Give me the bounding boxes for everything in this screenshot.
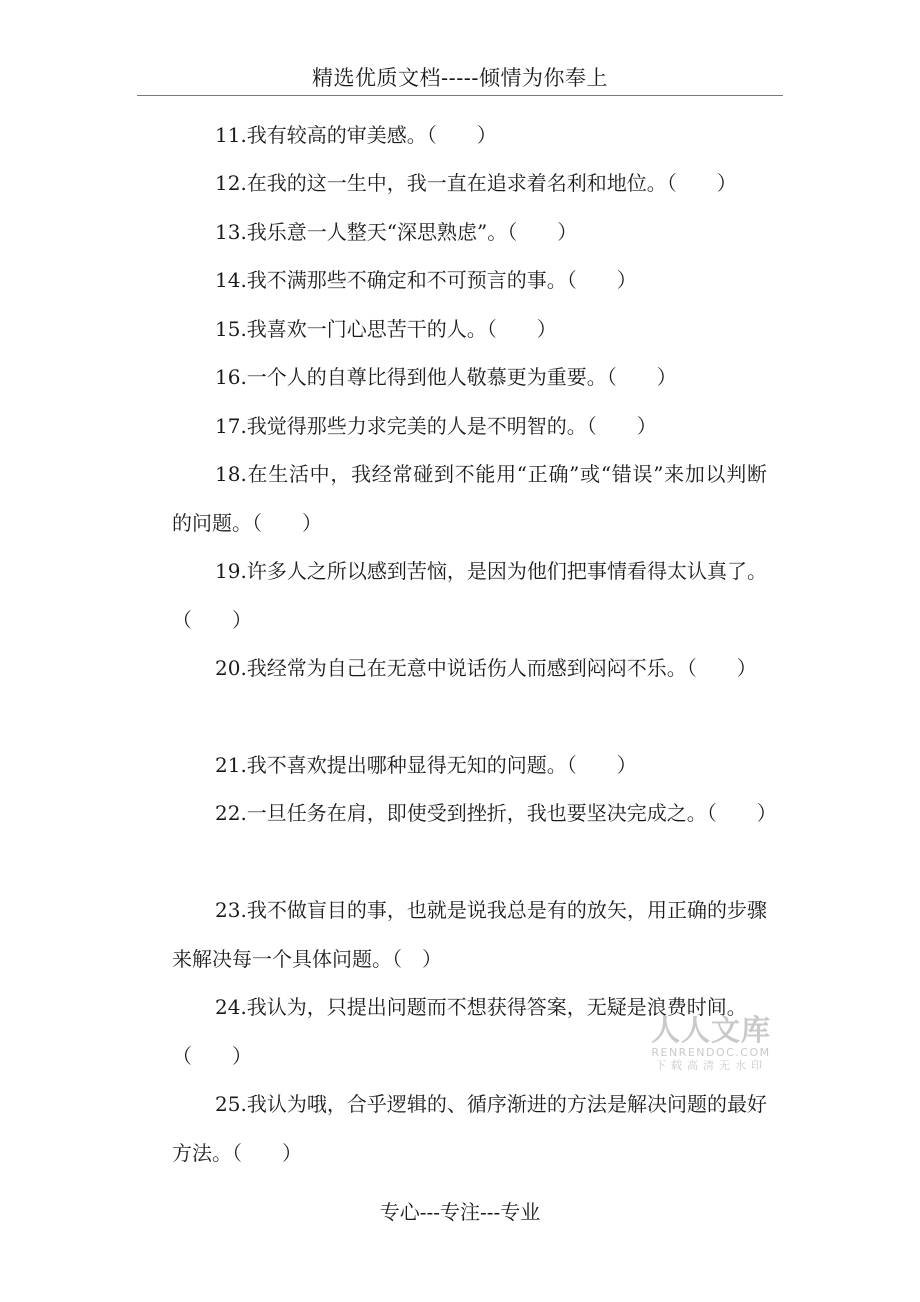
question-21: 21.我不喜欢提出哪种显得无知的问题。（ ） bbox=[215, 753, 637, 777]
watermark-brand: 人人文库 bbox=[650, 1013, 771, 1047]
question-16: 16.一个人的自尊比得到他人敬慕更为重要。（ ） bbox=[215, 365, 677, 389]
page-footer: 专心---专注---专业 bbox=[379, 1200, 541, 1224]
question-14: 14.我不满那些不确定和不可预言的事。（ ） bbox=[215, 268, 637, 292]
question-15: 15.我喜欢一门心思苦干的人。（ ） bbox=[215, 317, 557, 341]
page-header: 精选优质文档-----倾情为你奉上 bbox=[312, 66, 608, 90]
question-12: 12.在我的这一生中，我一直在追求着名利和地位。（ ） bbox=[215, 171, 737, 195]
header-divider bbox=[137, 95, 783, 96]
question-13: 13.我乐意一人整天“深思熟虑”。（ ） bbox=[215, 220, 578, 244]
question-19: 19.许多人之所以感到苦恼，是因为他们把事情看得太认真了。（ ） bbox=[172, 559, 767, 632]
watermark-url: RENRENDOC.COM bbox=[651, 1046, 771, 1059]
watermark-tagline: 下载高清无水印 bbox=[655, 1059, 767, 1072]
question-20: 20.我经常为自己在无意中说话伤人而感到闷闷不乐。（ ） bbox=[215, 656, 757, 680]
question-18: 18.在生活中，我经常碰到不能用“正确”或“错误”来加以判断的问题。（ ） bbox=[172, 462, 767, 535]
question-22: 22.一旦任务在肩，即使受到挫折，我也要坚决完成之。（ ） bbox=[215, 801, 777, 825]
question-25: 25.我认为哦，合乎逻辑的、循序渐进的方法是解决问题的最好方法。（ ） bbox=[172, 1092, 767, 1165]
question-24: 24.我认为，只提出问题而不想获得答案，无疑是浪费时间。（ ） bbox=[172, 995, 747, 1068]
watermark bbox=[646, 1014, 776, 1073]
question-11: 11.我有较高的审美感。（ ） bbox=[215, 123, 497, 147]
question-23: 23.我不做盲目的事，也就是说我总是有的放矢，用正确的步骤来解决每一个具体问题。（ ） bbox=[172, 898, 767, 971]
question-17: 17.我觉得那些力求完美的人是不明智的。（ ） bbox=[215, 414, 657, 438]
